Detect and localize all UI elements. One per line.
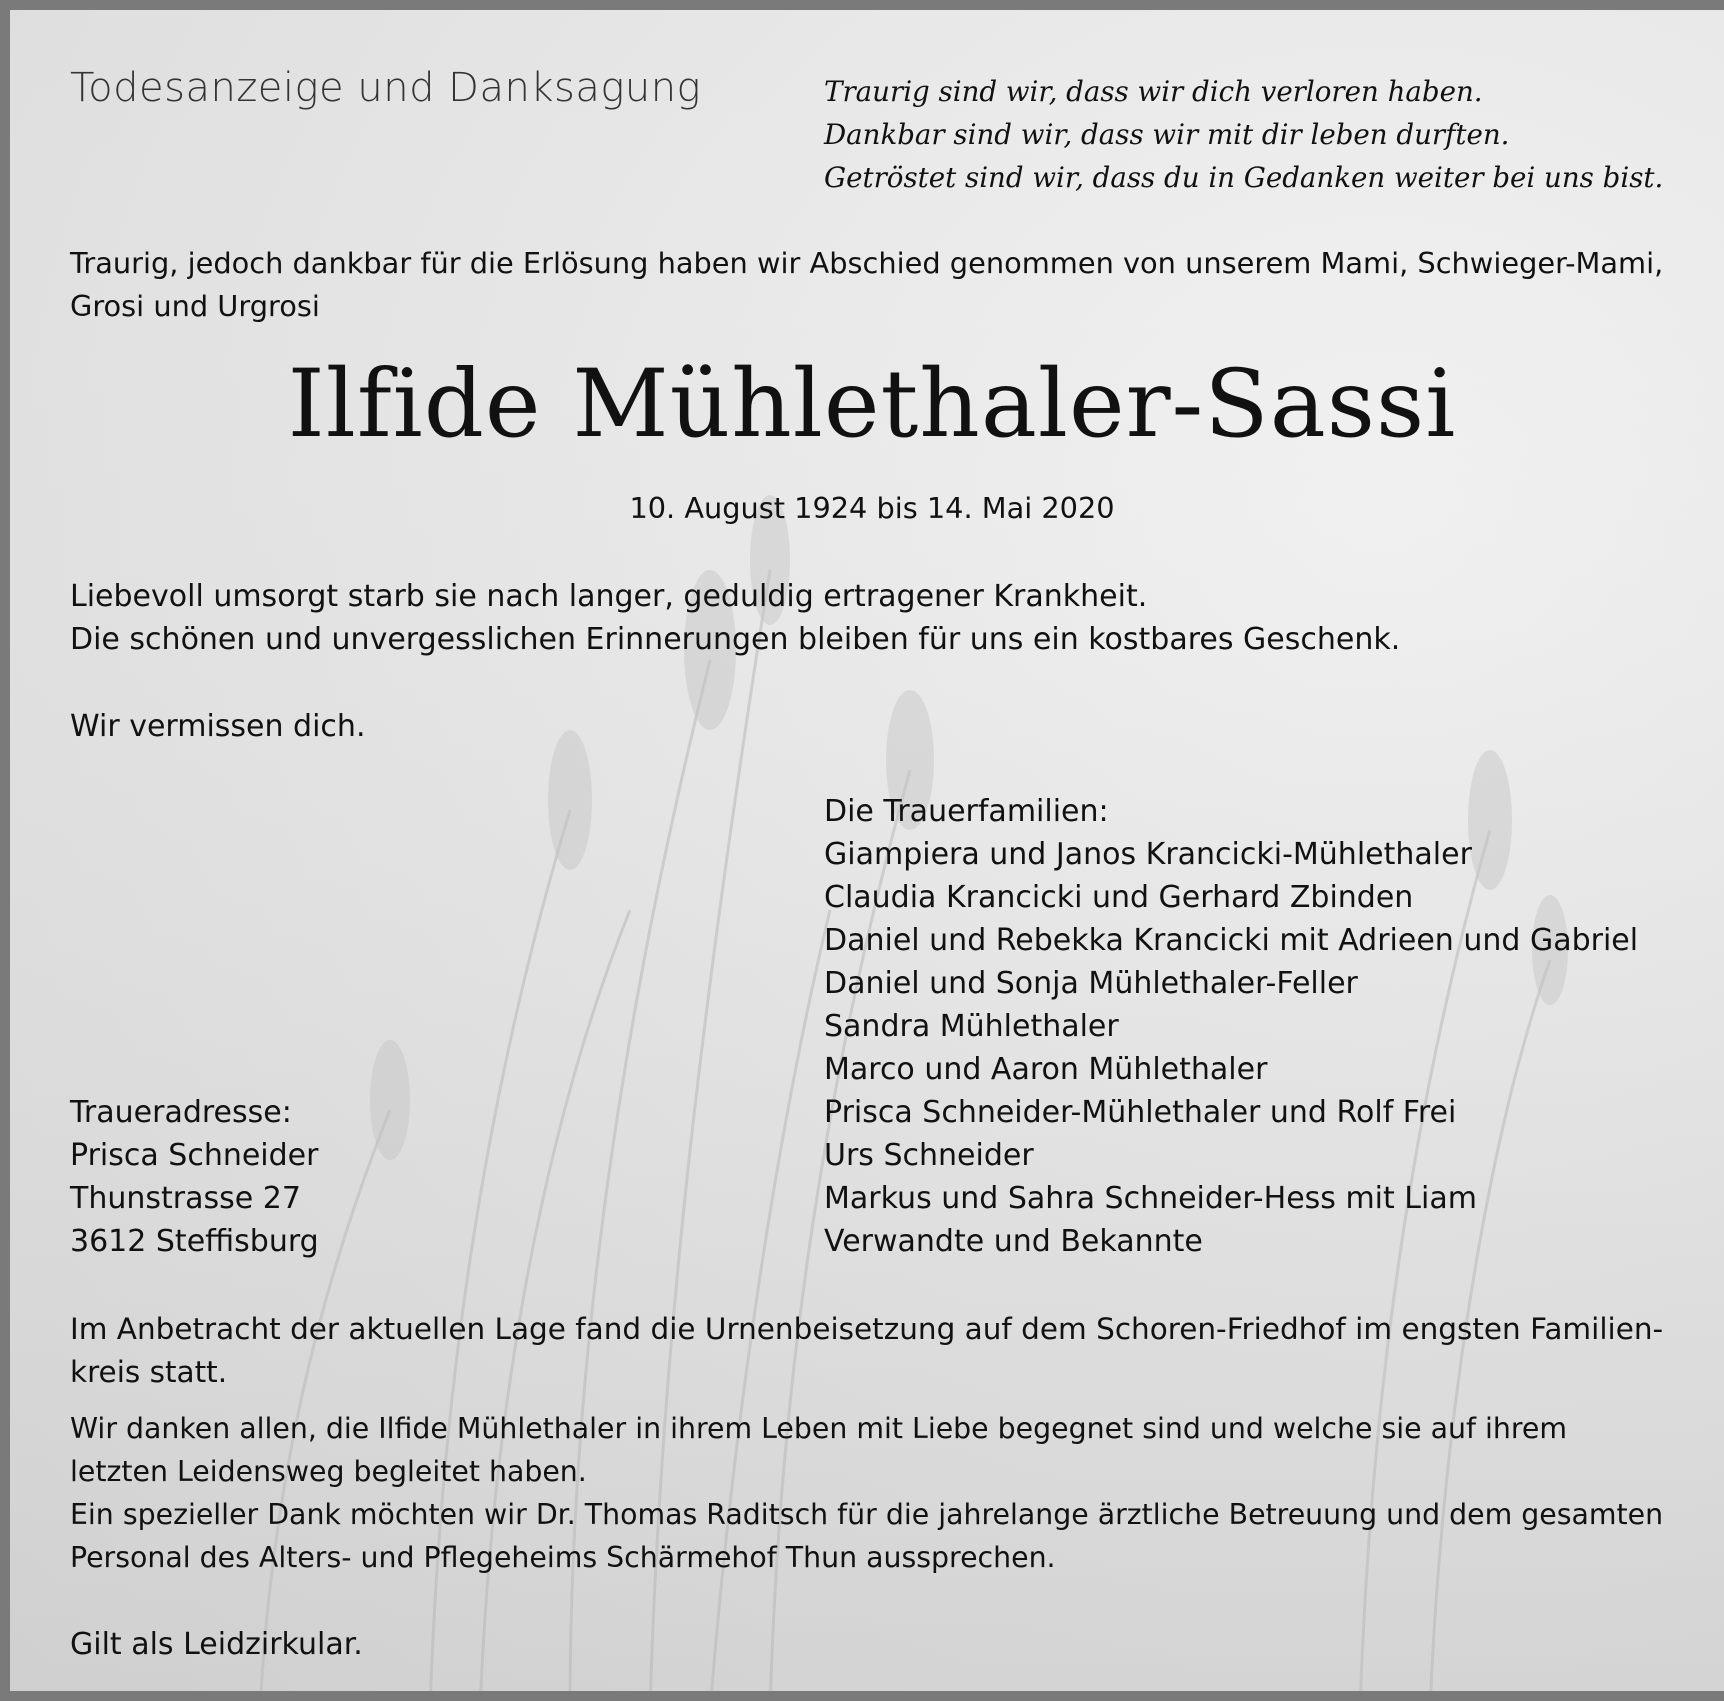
address-label: Traueradresse: bbox=[70, 1095, 292, 1130]
family-member: Daniel und Rebekka Krancicki mit Adrieen und Gabriel bbox=[824, 923, 1639, 958]
miss-line: Wir vermissen dich. bbox=[70, 709, 366, 744]
life-dates: 10. August 1924 bis 14. Mai 2020 bbox=[629, 491, 1115, 525]
burial-line: Im Anbetracht der aktuellen Lage fand die Urnenbeisetzung auf dem Schoren-Friedhof im engsten Familien- bbox=[70, 1312, 1664, 1346]
family-member: Urs Schneider bbox=[824, 1138, 1034, 1173]
obituary-content bbox=[10, 10, 1724, 1701]
family-member: Marco und Aaron Mühlethaler bbox=[824, 1052, 1268, 1087]
family-member: Giampiera und Janos Krancicki-Mühlethaler bbox=[824, 837, 1472, 872]
deceased-name: Ilfide Mühlethaler-Sassi bbox=[287, 350, 1457, 459]
intro-line: Grosi und Urgrosi bbox=[70, 289, 320, 323]
family-member: Claudia Krancicki und Gerhard Zbinden bbox=[824, 880, 1414, 915]
verse-line: Traurig sind wir, dass wir dich verloren haben. bbox=[824, 75, 1483, 108]
family-member: Sandra Mühlethaler bbox=[824, 1009, 1119, 1044]
thanks-line: Ein spezieller Dank möchten wir Dr. Thomas Raditsch für die jahrelange ärztliche Betreuung und dem gesamten bbox=[70, 1498, 1664, 1531]
family-member: Markus und Sahra Schneider-Hess mit Liam bbox=[824, 1181, 1477, 1216]
page-heading: Todesanzeige und Danksagung bbox=[70, 65, 702, 111]
family-member: Verwandte und Bekannte bbox=[824, 1224, 1203, 1259]
mourning-address bbox=[70, 1091, 319, 1263]
thanks-line: Wir danken allen, die Ilfide Mühlethaler in ihrem Leben mit Liebe begegnet sind und welche sie auf ihrem bbox=[70, 1412, 1568, 1445]
thanks-line: letzten Leidensweg begleitet haben. bbox=[70, 1455, 587, 1488]
paragraph-line: Liebevoll umsorgt starb sie nach langer, geduldig ertragener Krankheit. bbox=[70, 579, 1148, 614]
families-title: Die Trauerfamilien: bbox=[824, 794, 1109, 829]
paragraph-farewell bbox=[70, 575, 1400, 661]
intro-line: Traurig, jedoch dankbar für die Erlösung haben wir Abschied genommen von unserem Mami, Schwieger-Mami, bbox=[70, 246, 1664, 280]
burial-line: kreis statt. bbox=[70, 1355, 228, 1389]
burial-note bbox=[70, 1308, 1663, 1394]
verse-line: Getröstet sind wir, dass du in Gedanken weiter bei uns bist. bbox=[824, 161, 1664, 194]
thanks-line: Personal des Alters- und Pflegeheims Schärmehof Thun aussprechen. bbox=[70, 1541, 1056, 1574]
intro-text bbox=[70, 242, 1663, 328]
address-city: 3612 Steffisburg bbox=[70, 1224, 319, 1259]
verse-line: Dankbar sind wir, dass wir mit dir leben durften. bbox=[824, 118, 1510, 151]
closing-note: Gilt als Leidzirkular. bbox=[70, 1627, 363, 1662]
address-street: Thunstrasse 27 bbox=[70, 1181, 301, 1216]
paragraph-line: Die schönen und unvergesslichen Erinnerungen bleiben für uns ein kostbares Geschenk. bbox=[70, 622, 1401, 657]
mourning-families bbox=[824, 790, 1638, 1263]
family-member: Daniel und Sonja Mühlethaler-Feller bbox=[824, 966, 1358, 1001]
family-member: Prisca Schneider-Mühlethaler und Rolf Frei bbox=[824, 1095, 1457, 1130]
verse-block bbox=[824, 70, 1663, 199]
thanks-paragraph bbox=[70, 1407, 1663, 1579]
address-name: Prisca Schneider bbox=[70, 1138, 319, 1173]
